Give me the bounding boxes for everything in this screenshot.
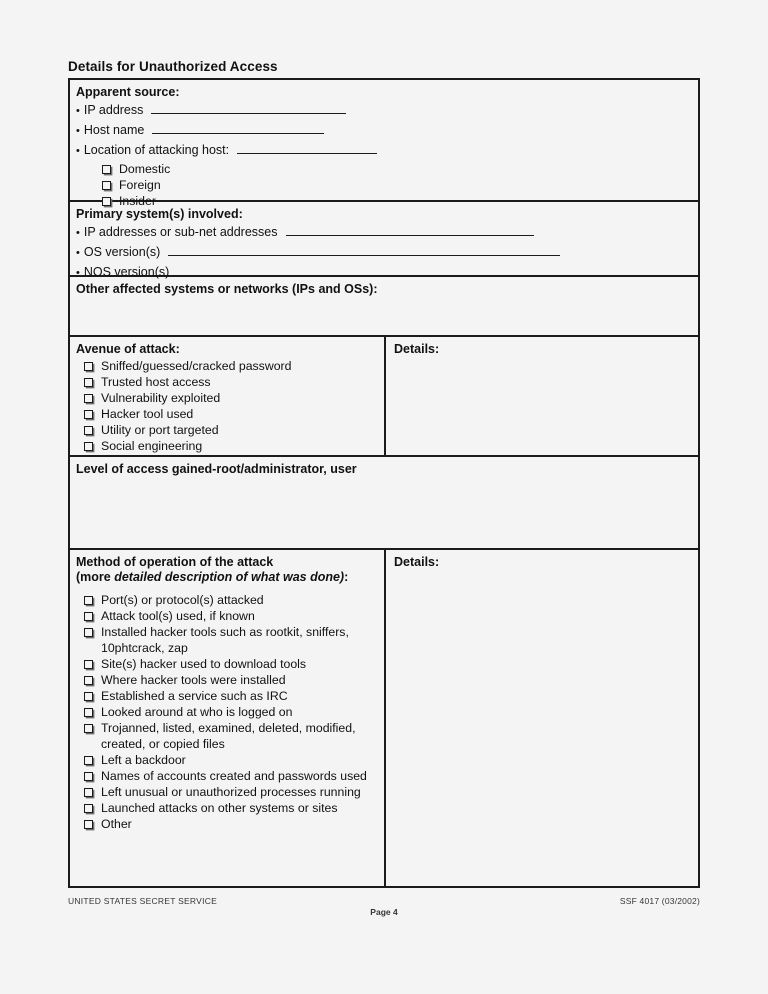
option-label: Where hacker tools were installed — [101, 672, 286, 687]
field-os-version-label: OS version(s) — [83, 245, 161, 259]
field-nos-version-input[interactable] — [177, 263, 561, 276]
section-avenue-of-attack — [70, 337, 698, 457]
method-details-heading: Details: — [394, 555, 440, 569]
checkbox-icon[interactable] — [84, 596, 93, 605]
checkbox-icon[interactable] — [84, 708, 93, 717]
avenue-of-attack-column — [70, 337, 386, 455]
field-ip-subnet-input[interactable] — [286, 223, 534, 236]
other-systems-heading: Other affected systems or networks (IPs and OSs): — [76, 282, 378, 296]
option-label: Attack tool(s) used, if known — [101, 609, 255, 624]
section-primary-systems — [70, 202, 698, 277]
option-social-engineering[interactable] — [84, 439, 378, 455]
option-established-service-irc[interactable] — [84, 689, 378, 705]
option-other[interactable] — [84, 817, 378, 833]
method-of-operation-details-column[interactable] — [386, 550, 698, 886]
section-apparent-source — [70, 80, 698, 209]
option-label: Trusted host access — [101, 375, 211, 390]
field-os-version-input[interactable] — [168, 243, 560, 256]
checkbox-icon[interactable] — [84, 772, 93, 781]
option-label: Foreign — [119, 178, 161, 193]
avenue-of-attack-options — [84, 359, 378, 455]
field-os-version-row — [76, 243, 692, 262]
primary-systems-heading: Primary system(s) involved: — [76, 207, 243, 221]
checkbox-icon[interactable] — [102, 165, 111, 174]
checkbox-icon[interactable] — [84, 628, 93, 637]
option-accounts-created[interactable] — [84, 769, 378, 785]
checkbox-icon[interactable] — [84, 788, 93, 797]
option-label: Looked around at who is logged on — [101, 705, 293, 720]
checkbox-icon[interactable] — [84, 378, 93, 387]
checkbox-icon[interactable] — [84, 820, 93, 829]
footer-page-number: Page 4 — [370, 907, 398, 917]
bullet-icon: • — [76, 105, 80, 117]
footer-form-number: SSF 4017 (03/2002) — [619, 896, 700, 906]
page-footer — [68, 896, 700, 922]
checkbox-icon[interactable] — [84, 442, 93, 451]
option-label: Insider — [119, 194, 156, 209]
field-location-label: Location of attacking host: — [83, 143, 230, 157]
option-attack-tools-used[interactable] — [84, 609, 378, 625]
option-installed-hacker-tools[interactable] — [84, 625, 378, 656]
option-sniffed-password[interactable] — [84, 359, 378, 375]
checkbox-icon[interactable] — [84, 362, 93, 371]
section-level-of-access[interactable] — [70, 457, 698, 550]
level-of-access-heading: Level of access gained-root/administrator, user — [76, 462, 357, 476]
heading-italic: detailed description of what was done) — [114, 570, 345, 584]
field-host-name-label: Host name — [83, 123, 145, 137]
option-trojanned-files[interactable] — [84, 721, 378, 752]
option-hacker-tool-used[interactable] — [84, 407, 378, 423]
avenue-of-attack-heading: Avenue of attack: — [76, 342, 180, 356]
option-sites-download-tools[interactable] — [84, 657, 378, 673]
bullet-icon: • — [76, 247, 80, 259]
field-ip-address-row — [76, 101, 692, 120]
option-label: Left unusual or unauthorized processes running — [101, 785, 361, 800]
checkbox-icon[interactable] — [84, 394, 93, 403]
field-host-name-row — [76, 121, 692, 140]
option-label: Port(s) or protocol(s) attacked — [101, 593, 264, 607]
apparent-source-heading: Apparent source: — [76, 85, 180, 99]
bullet-icon: • — [76, 227, 80, 239]
option-foreign[interactable] — [102, 178, 692, 194]
option-label: Established a service such as IRC — [101, 689, 288, 704]
option-label: Utility or port targeted — [101, 423, 219, 438]
option-ports-protocols-attacked[interactable] — [84, 593, 378, 609]
option-where-tools-installed[interactable] — [84, 673, 378, 689]
field-ip-subnet-row — [76, 223, 692, 242]
form-table — [68, 78, 700, 888]
checkbox-icon[interactable] — [84, 612, 93, 621]
avenue-details-heading: Details: — [394, 342, 440, 356]
heading-suffix: : — [344, 570, 349, 584]
option-left-a-backdoor[interactable] — [84, 753, 378, 769]
option-looked-around-logged-on[interactable] — [84, 705, 378, 721]
option-trusted-host-access[interactable] — [84, 375, 378, 391]
option-label: Site(s) hacker used to download tools — [101, 656, 307, 671]
option-vulnerability-exploited[interactable] — [84, 391, 378, 407]
checkbox-icon[interactable] — [84, 410, 93, 419]
method-of-operation-options — [84, 593, 378, 833]
page-title: Details for Unauthorized Access — [68, 59, 278, 74]
option-label: Domestic — [119, 162, 171, 176]
checkbox-icon[interactable] — [84, 724, 93, 733]
option-launched-attacks-other-systems[interactable] — [84, 801, 378, 817]
option-label: Launched attacks on other systems or sites — [101, 801, 338, 816]
checkbox-icon[interactable] — [84, 804, 93, 813]
option-utility-port-targeted[interactable] — [84, 423, 378, 439]
option-label: Left a backdoor — [101, 752, 186, 767]
option-label: Sniffed/guessed/cracked password — [101, 359, 292, 373]
method-of-operation-heading-line1: Method of operation of the attack — [76, 555, 274, 569]
section-other-systems[interactable] — [70, 277, 698, 337]
option-domestic[interactable] — [102, 162, 692, 178]
bullet-icon: • — [76, 145, 80, 157]
option-unusual-processes-running[interactable] — [84, 785, 378, 801]
checkbox-icon[interactable] — [102, 181, 111, 190]
section-method-of-operation — [70, 550, 698, 886]
option-label: Installed hacker tools such as rootkit, sniffers, 10phtcrack, zap — [101, 625, 349, 655]
option-label: Vulnerability exploited — [101, 391, 221, 406]
field-location-row — [76, 141, 692, 160]
option-label: Hacker tool used — [101, 407, 194, 422]
option-label: Trojanned, listed, examined, deleted, modified, created, or copied files — [101, 721, 356, 751]
field-ip-address-label: IP address — [83, 103, 144, 117]
field-nos-version-label: NOS version(s) — [83, 265, 170, 279]
checkbox-icon[interactable] — [84, 426, 93, 435]
checkbox-icon[interactable] — [84, 660, 93, 669]
field-location-input[interactable] — [237, 141, 377, 154]
bullet-icon: • — [76, 267, 80, 279]
option-label: Social engineering — [101, 439, 203, 454]
heading-prefix: (more — [76, 570, 115, 584]
footer-agency: UNITED STATES SECRET SERVICE — [68, 896, 218, 906]
field-ip-address-input[interactable] — [151, 101, 346, 114]
method-of-operation-heading-line2 — [76, 570, 378, 585]
avenue-of-attack-details-column[interactable] — [386, 337, 698, 455]
checkbox-icon[interactable] — [84, 756, 93, 765]
option-label: Other — [101, 817, 132, 832]
method-of-operation-column — [70, 550, 386, 886]
option-label: Names of accounts created and passwords used — [101, 769, 367, 784]
bullet-icon: • — [76, 125, 80, 137]
checkbox-icon[interactable] — [84, 692, 93, 701]
field-ip-subnet-label: IP addresses or sub-net addresses — [83, 225, 278, 239]
field-host-name-input[interactable] — [152, 121, 324, 134]
checkbox-icon[interactable] — [84, 676, 93, 685]
